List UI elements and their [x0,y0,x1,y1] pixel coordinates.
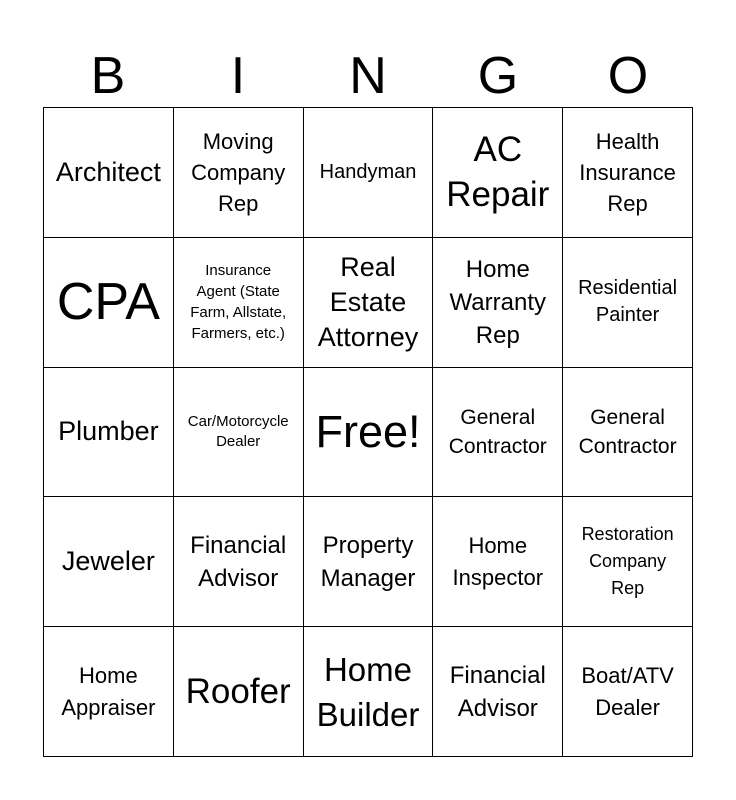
bingo-cell-text: Insurance Agent (State Farm, Allstate, Farmers, etc.) [190,262,287,343]
bingo-cell-text: Moving Company Rep [191,128,286,216]
bingo-cell-r1c5[interactable] [563,108,693,238]
bingo-cell-text: Real Estate Attorney [317,251,419,352]
free-space-text: Free! [315,405,421,457]
bingo-cell-text: Property Manager [320,531,416,592]
bingo-cell-r3c4[interactable] [433,368,563,498]
bingo-cell-r5c2[interactable] [174,627,304,757]
free-space-cell[interactable] [304,368,434,498]
bingo-cell-text: Home Appraiser [61,662,156,720]
bingo-cell-text: Car/Motorcycle Dealer [187,412,289,450]
bingo-cell-text: Boat/ATV Dealer [581,662,674,720]
bingo-cell-text: Home Inspector [452,532,544,590]
bingo-cell-text: Architect [55,156,161,187]
bingo-cell-text: CPA [56,273,160,332]
header-letter-n: N [349,47,387,105]
bingo-cell-r4c1[interactable] [44,497,174,627]
header-letter-g: G [477,47,519,105]
bingo-cell-r4c5[interactable] [563,497,693,627]
bingo-cell-text: General Contractor [578,405,677,458]
header-letter-b: B [90,47,126,105]
bingo-cell-r2c1[interactable] [44,238,174,368]
bingo-cell-text: Home Builder [316,650,420,733]
bingo-cell-r2c2[interactable] [174,238,304,368]
bingo-cell-text: Restoration Company Rep [581,524,674,599]
bingo-cell-r4c4[interactable] [433,497,563,627]
bingo-cell-r2c5[interactable] [563,238,693,368]
bingo-cell-r3c1[interactable] [44,368,174,498]
bingo-cell-r5c1[interactable] [44,627,174,757]
bingo-cell-r4c3[interactable] [304,497,434,627]
bingo-cell-r2c3[interactable] [304,238,434,368]
bingo-cell-text: Jeweler [61,546,155,577]
bingo-cell-text: General Contractor [448,405,547,458]
bingo-card-grid [43,107,693,757]
bingo-cell-r1c3[interactable] [304,108,434,238]
bingo-cell-r1c1[interactable] [44,108,174,238]
bingo-cell-r5c4[interactable] [433,627,563,757]
bingo-cell-r1c2[interactable] [174,108,304,238]
bingo-cell-text: Financial Advisor [449,661,546,722]
bingo-cell-text: Home Warranty Rep [449,255,547,349]
header-letter-i: I [230,47,246,105]
bingo-cell-text: Roofer [185,671,291,711]
bingo-cell-r3c5[interactable] [563,368,693,498]
bingo-cell-text: Residential Painter [578,277,678,327]
bingo-cell-r3c2[interactable] [174,368,304,498]
bingo-cell-text: Health Insurance Rep [579,128,676,216]
header-letter-o: O [607,47,649,105]
bingo-cell-r5c5[interactable] [563,627,693,757]
bingo-cell-r1c4[interactable] [433,108,563,238]
bingo-cell-text: AC Repair [446,130,550,215]
bingo-cell-text: Handyman [319,161,417,184]
bingo-header [43,46,693,106]
bingo-cell-text: Financial Advisor [190,531,287,592]
bingo-cell-r2c4[interactable] [433,238,563,368]
bingo-cell-text: Plumber [58,416,159,447]
bingo-cell-r5c3[interactable] [304,627,434,757]
bingo-cell-r4c2[interactable] [174,497,304,627]
